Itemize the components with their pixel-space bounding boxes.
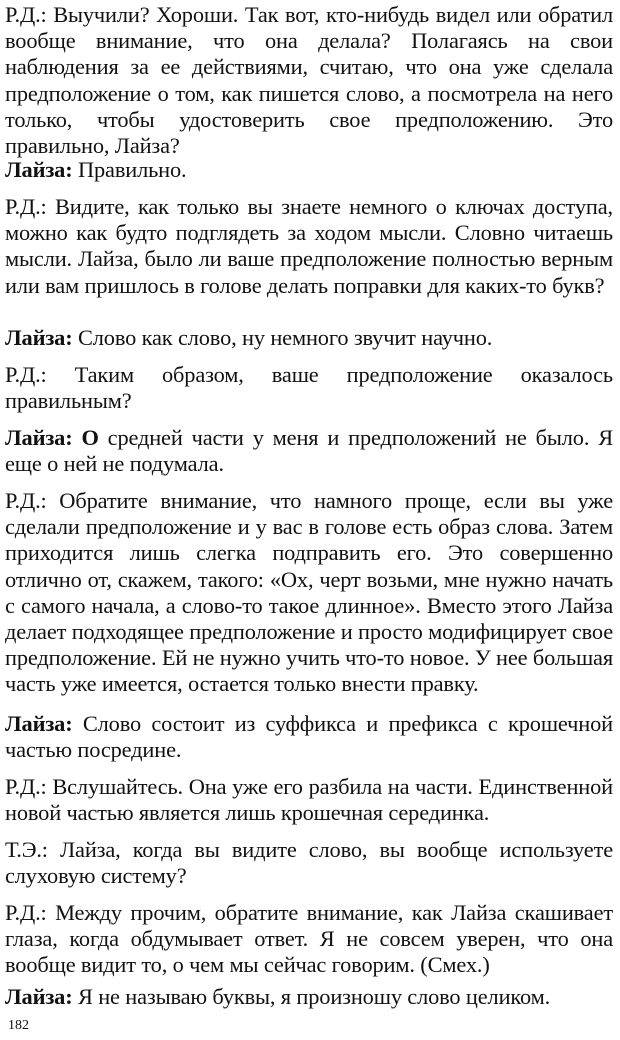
paragraph-text: Т.Э.: Лайза, когда вы видите слово, вы вообще используете слуховую систему?: [5, 837, 613, 889]
paragraph-text: Слово как слово, ну немного звучит научно.: [72, 325, 493, 350]
paragraph-rd-3: [5, 362, 613, 414]
paragraph-text: Р.Д.: Видите, как только вы знаете немного о ключах доступа, можно как будто подглядеть за ходом мысли. Словно читаешь мысли. Лайза, было ли ваше предположение полностью верным или вам пришлось в голове делать поправки для каких-то букв?: [5, 194, 613, 298]
speaker-label: Лайза:: [5, 325, 73, 350]
paragraph-text: Р.Д.: Вслушайтесь. Она уже его разбила на части. Единственной новой частью является лишь крошечная серединка.: [5, 774, 613, 826]
paragraph-text: Р.Д.: Выучили? Хороши. Так вот, кто-нибудь видел или обратил вообще внимание, что она делала? Полагаясь на свои наблюдения за ее действиями, считаю, что она уже сделала предположение о том, как пишется слово, а посмотрела на него только, чтобы удостоверить свое предположению. Это правильно, Лайза?: [5, 2, 613, 159]
paragraph-liza-4: [5, 711, 613, 763]
paragraph-te-1: [5, 837, 613, 889]
page-number: 182: [8, 1018, 29, 1033]
speaker-label: Лайза:: [5, 711, 73, 736]
speaker-label: Лайза:: [5, 157, 73, 182]
paragraph-rd-6: [5, 900, 613, 979]
paragraph-text: Я не называю буквы, я произношу слово целиком.: [72, 984, 551, 1009]
paragraph-rd-1: [5, 2, 613, 159]
speaker-label: Лайза: О: [5, 425, 99, 450]
speaker-label: Лайза:: [5, 984, 73, 1009]
paragraph-liza-1: [5, 157, 187, 183]
paragraph-liza-2: [5, 325, 492, 351]
paragraph-text: средней части у меня и предположений не было. Я еще о ней не подумала.: [5, 425, 613, 477]
paragraph-liza-5: [5, 984, 550, 1010]
paragraph-text: Р.Д.: Обратите внимание, что намного проще, если вы уже сделали предположение и у вас в голове есть образ слова. Затем приходится лишь слегка подправить его. Это совершенно отлично от, скажем, такого: «Ох, черт возьми, мне нужно начать с самого начала, а слово-то такое длинное». Вместо этого Лайза делает подходящее предположение и просто модифицирует свое предположение. Ей не нужно учить что-то новое. У нее большая часть уже имеется, остается только внести правку.: [5, 488, 613, 697]
paragraph-text: Р.Д.: Таким образом, ваше предположение оказалось правильным?: [5, 362, 613, 414]
paragraph-rd-5: [5, 774, 613, 826]
paragraph-text: Правильно.: [72, 157, 187, 182]
paragraph-liza-3: [5, 425, 613, 477]
paragraph-text: Слово состоит из суффикса и префикса с крошечной частью посредине.: [5, 711, 613, 763]
paragraph-rd-4: [5, 488, 613, 698]
paragraph-rd-2: [5, 194, 613, 299]
paragraph-text: Р.Д.: Между прочим, обратите внимание, как Лайза скашивает глаза, когда обдумывает ответ. Я не совсем уверен, что она вообще видит то, о чем мы сейчас говорим. (Смех.): [5, 900, 613, 978]
